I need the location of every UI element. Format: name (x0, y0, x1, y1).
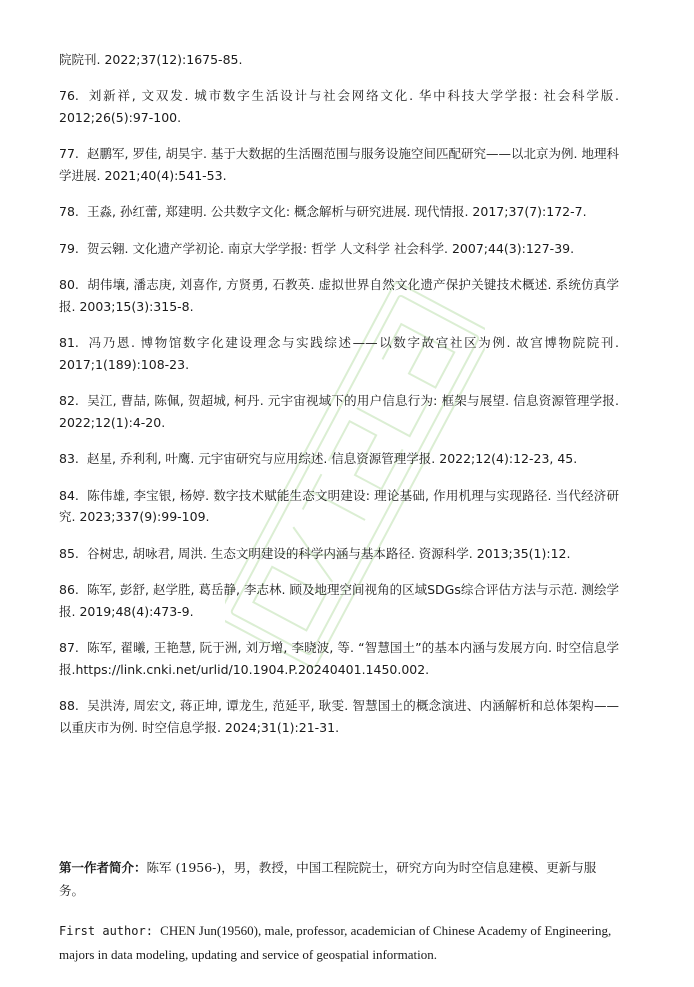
reference-item (59, 390, 619, 433)
reference-text: 赵星, 乔利利, 叶鹰. 元宇宙研究与应用综述. 信息资源管理学报. 2022;12(4):12-23, 45. (87, 451, 578, 466)
author-bio-label: 第一作者简介： (59, 860, 147, 875)
author-bio-label-en: First author: (59, 924, 161, 938)
reference-text: 陈军, 彭舒, 赵学胜, 葛岳静, 李志林. 顾及地理空间视角的区域SDGs综合评估方法与示范. 测绘学报. 2019;48(4):473-9. (59, 582, 619, 619)
reference-number: 86. (59, 582, 79, 597)
reference-item (59, 332, 619, 375)
author-bio-text: 陈军 (1956-)，男，教授，中国工程院院士，研究方向为时空信息建模、更新与服务。 (59, 860, 597, 898)
reference-item (59, 274, 619, 317)
reference-text: 陈伟雄, 李宝银, 杨婷. 数字技术赋能生态文明建设: 理论基础, 作用机理与实现路径. 当代经济研究. 2023;337(9):99-109. (59, 487, 619, 524)
reference-text: 陈军, 翟曦, 王艳慧, 阮于洲, 刘万增, 李晓波, 等. “智慧国土”的基本内涵与发展方向. 时空信息学报.https://link.cnki.net/urlid/10.1904.P.20240401.1450.002. (59, 640, 619, 677)
reference-item (59, 143, 619, 186)
reference-continuation: 院院刊. 2022;37(12):1675-85. (59, 52, 243, 67)
reference-number: 87. (59, 640, 79, 655)
reference-item (59, 637, 619, 680)
reference-item (59, 85, 619, 128)
reference-item (59, 543, 619, 565)
reference-text: 冯乃恩. 博物馆数字化建设理念与实践综述——以数字故宫社区为例. 故宫博物院院刊. 2017;1(189):108-23. (59, 335, 619, 372)
reference-item (59, 201, 619, 223)
reference-item (59, 695, 619, 738)
author-bio-english (59, 919, 619, 967)
reference-text: 谷树忠, 胡咏君, 周洪. 生态文明建设的科学内涵与基本路径. 资源科学. 2013;35(1):12. (87, 545, 571, 561)
reference-number: 79. (59, 240, 79, 256)
reference-item (59, 238, 619, 260)
reference-number: 81. (59, 335, 79, 350)
reference-number: 84. (59, 487, 79, 503)
reference-number: 83. (59, 451, 79, 466)
reference-text: 吴江, 曹喆, 陈佩, 贺超城, 柯丹. 元宇宙视域下的用户信息行为: 框架与展望. 信息资源管理学报. 2022;12(1):4-20. (59, 393, 619, 430)
reference-item (59, 485, 619, 528)
author-bio-text-en: CHEN Jun(19560), male, professor, academician of Chinese Academy of Engineering, majors in data modeling, updating and service of geospatial information. (59, 923, 612, 962)
reference-number: 77. (59, 146, 79, 161)
reference-text: 吴洪涛, 周宏文, 蒋正坤, 谭龙生, 范延平, 耿雯. 智慧国土的概念演进、内涵解析和总体架构——以重庆市为例. 时空信息学报. 2024;31(1):21-31. (59, 698, 619, 735)
author-bio-chinese (59, 856, 619, 902)
reference-number: 88. (59, 698, 79, 713)
reference-number: 80. (59, 277, 79, 292)
reference-list (59, 50, 619, 753)
reference-item (59, 579, 619, 622)
reference-number: 76. (59, 88, 79, 103)
reference-text: 胡伟壤, 潘志庚, 刘喜作, 方贤勇, 石教英. 虚拟世界自然文化遗产保护关键技术概述. 系统仿真学报. 2003;15(3):315-8. (59, 277, 619, 314)
reference-text: 贺云翱. 文化遗产学初论. 南京大学学报: 哲学 人文科学 社会科学. 2007;44(3):127-39. (87, 240, 575, 256)
reference-text: 赵鹏军, 罗佳, 胡昊宇. 基于大数据的生活圈范围与服务设施空间匹配研究——以北京为例. 地理科学进展. 2021;40(4):541-53. (59, 146, 619, 183)
reference-text: 王淼, 孙红蕾, 郑建明. 公共数字文化: 概念解析与研究进展. 现代情报. 2017;37(7):172-7. (87, 204, 587, 219)
reference-number: 82. (59, 393, 79, 408)
reference-number: 78. (59, 204, 79, 219)
reference-text: 刘新祥, 文双发. 城市数字生活设计与社会网络文化. 华中科技大学学报: 社会科学版. 2012;26(5):97-100. (59, 88, 619, 125)
reference-item (59, 448, 619, 470)
reference-number: 85. (59, 545, 79, 561)
